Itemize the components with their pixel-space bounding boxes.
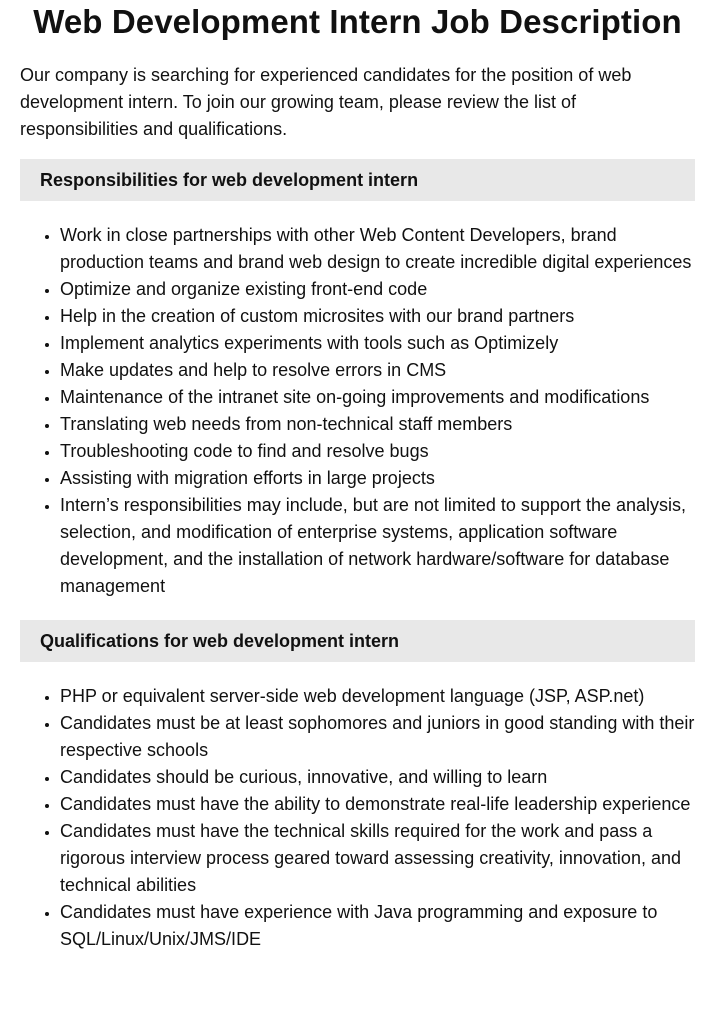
list-item: • Implement analytics experiments with tools such as Optimizely — [60, 330, 695, 357]
list-item: • Work in close partnerships with other Web Content Developers, brand production teams and brand web design to create incredible digital experiences — [60, 222, 695, 276]
qualifications-header: Qualifications for web development intern — [20, 620, 695, 662]
intro-paragraph: Our company is searching for experienced candidates for the position of web development intern. To join our growing team, please review the list of responsibilities and qualifications. — [20, 65, 632, 139]
responsibilities-list — [20, 222, 695, 600]
qualifications-list — [20, 683, 695, 953]
list-item: • Assisting with migration efforts in large projects — [60, 465, 695, 492]
list-item: • Candidates must be at least sophomores and juniors in good standing with their respective schools — [60, 710, 695, 764]
list-item: • Troubleshooting code to find and resolve bugs — [60, 438, 695, 465]
list-item: • Make updates and help to resolve errors in CMS — [60, 357, 695, 384]
list-item: • Translating web needs from non-technical staff members — [60, 411, 695, 438]
page-title: Web Development Intern Job Description — [33, 3, 682, 40]
list-item: • Candidates must have the technical skills required for the work and pass a rigorous interview process geared toward assessing creativity, innovation, and technical abilities — [60, 818, 695, 899]
list-item: • Help in the creation of custom microsites with our brand partners — [60, 303, 695, 330]
list-item: • Optimize and organize existing front-end code — [60, 276, 695, 303]
list-item: • Candidates must have experience with Java programming and exposure to SQL/Linux/Unix/JMS/IDE — [60, 899, 695, 953]
responsibilities-header: Responsibilities for web development intern — [20, 159, 695, 201]
list-item: • Candidates should be curious, innovative, and willing to learn — [60, 764, 695, 791]
list-item: • PHP or equivalent server-side web development language (JSP, ASP.net) — [60, 683, 695, 710]
section-spacer — [20, 600, 695, 604]
list-item: • Maintenance of the intranet site on-going improvements and modifications — [60, 384, 695, 411]
list-item: • Intern’s responsibilities may include, but are not limited to support the analysis, selection, and modification of enterprise systems, application software development, and the installation of network hardware/software for database management — [60, 492, 695, 600]
list-item: • Candidates must have the ability to demonstrate real-life leadership experience — [60, 791, 695, 818]
